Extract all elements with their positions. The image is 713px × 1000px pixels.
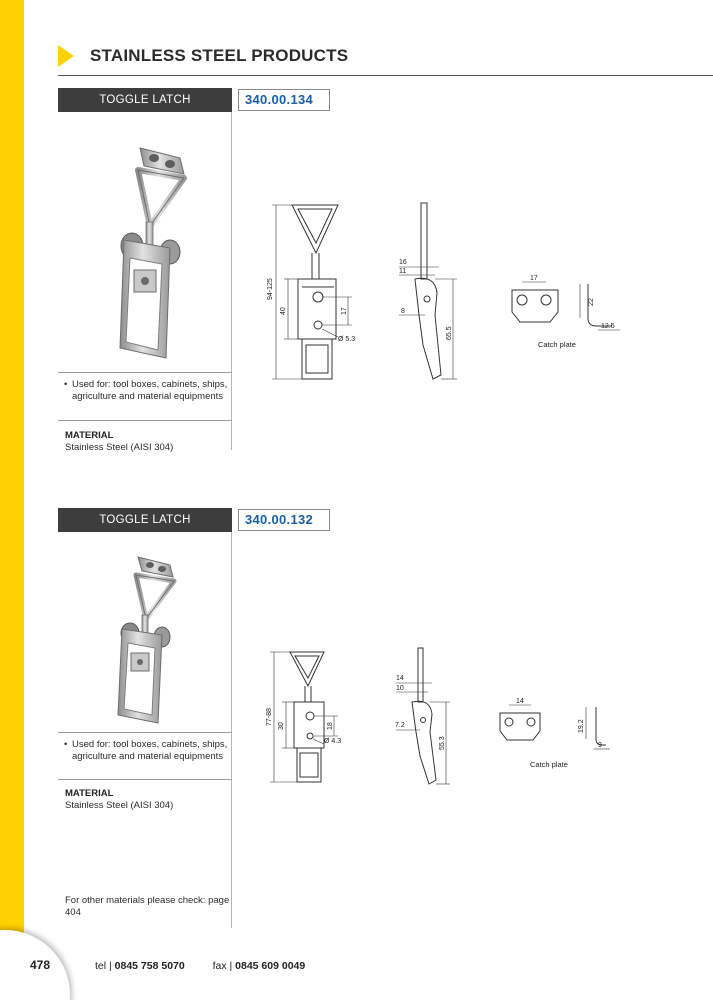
dim-plate-height: 19.2 xyxy=(578,719,585,733)
dim-body: 40 xyxy=(280,307,287,315)
catch-plate-drawing xyxy=(500,270,625,355)
usage-text: • Used for: tool boxes, cabinets, ships, agriculture and material equipments xyxy=(64,739,229,762)
product-code: 340.00.134 xyxy=(238,89,330,111)
triangle-marker-icon xyxy=(58,45,74,67)
dim-hole: 17 xyxy=(341,307,348,315)
dim-plate-width: 17 xyxy=(530,275,538,282)
other-materials-note: For other materials please check: page 404 xyxy=(65,895,230,918)
dim-plate-depth: 12.5 xyxy=(601,323,615,330)
front-view-drawing xyxy=(262,640,352,790)
dim-side-top: 16 xyxy=(399,259,407,266)
fax-label: fax | xyxy=(212,960,233,972)
dim-body: 30 xyxy=(278,722,285,730)
catch-plate-label: Catch plate xyxy=(538,340,576,349)
material-text: Stainless Steel (AISI 304) xyxy=(65,442,174,453)
dim-side-top: 14 xyxy=(396,675,404,682)
dim-plate-height: 22 xyxy=(588,298,595,306)
header-divider xyxy=(58,75,713,76)
dim-side-length: 65.5 xyxy=(446,326,453,340)
dim-diameter: Ø 5.3 xyxy=(338,336,356,343)
material-title: MATERIAL xyxy=(65,788,114,799)
tel-number: 0845 758 5070 xyxy=(114,960,185,972)
page-title: STAINLESS STEEL PRODUCTS xyxy=(90,46,349,65)
side-view-drawing xyxy=(395,195,475,385)
dim-diameter: Ø 4.3 xyxy=(324,738,342,745)
product-photo xyxy=(58,545,232,730)
dim-side-small: 8 xyxy=(401,308,405,315)
dim-side-length: 55.3 xyxy=(439,736,446,750)
dim-total: 77-88 xyxy=(266,708,273,726)
dim-total: 94-125 xyxy=(267,278,274,300)
product-label: TOGGLE LATCH xyxy=(58,508,232,532)
dim-plate-width: 14 xyxy=(516,698,524,705)
yellow-side-bar xyxy=(0,0,24,1000)
section-divider xyxy=(58,372,232,373)
product-code: 340.00.132 xyxy=(238,509,330,531)
dim-plate-depth: 9 xyxy=(598,742,602,749)
dim-side-mid: 10 xyxy=(396,685,404,692)
tel-label: tel | xyxy=(95,960,112,972)
section-divider xyxy=(58,732,232,733)
usage-text: • Used for: tool boxes, cabinets, ships, agriculture and material equipments xyxy=(64,379,229,402)
dim-side-mid: 11 xyxy=(399,268,407,275)
page-number: 478 xyxy=(30,958,51,972)
catch-plate-drawing xyxy=(490,695,615,775)
dim-side-small: 7.2 xyxy=(395,722,405,729)
dim-hole: 18 xyxy=(327,722,334,730)
catch-plate-label: Catch plate xyxy=(530,760,568,769)
section-divider xyxy=(58,420,232,421)
fax-number: 0845 609 0049 xyxy=(235,960,306,972)
side-view-drawing xyxy=(392,640,462,790)
footer-contact xyxy=(95,960,305,972)
material-text: Stainless Steel (AISI 304) xyxy=(65,800,174,811)
section-divider xyxy=(58,779,232,780)
product-label: TOGGLE LATCH xyxy=(58,88,232,112)
front-view-drawing xyxy=(262,195,362,385)
material-title: MATERIAL xyxy=(65,430,114,441)
product-photo xyxy=(58,130,232,370)
